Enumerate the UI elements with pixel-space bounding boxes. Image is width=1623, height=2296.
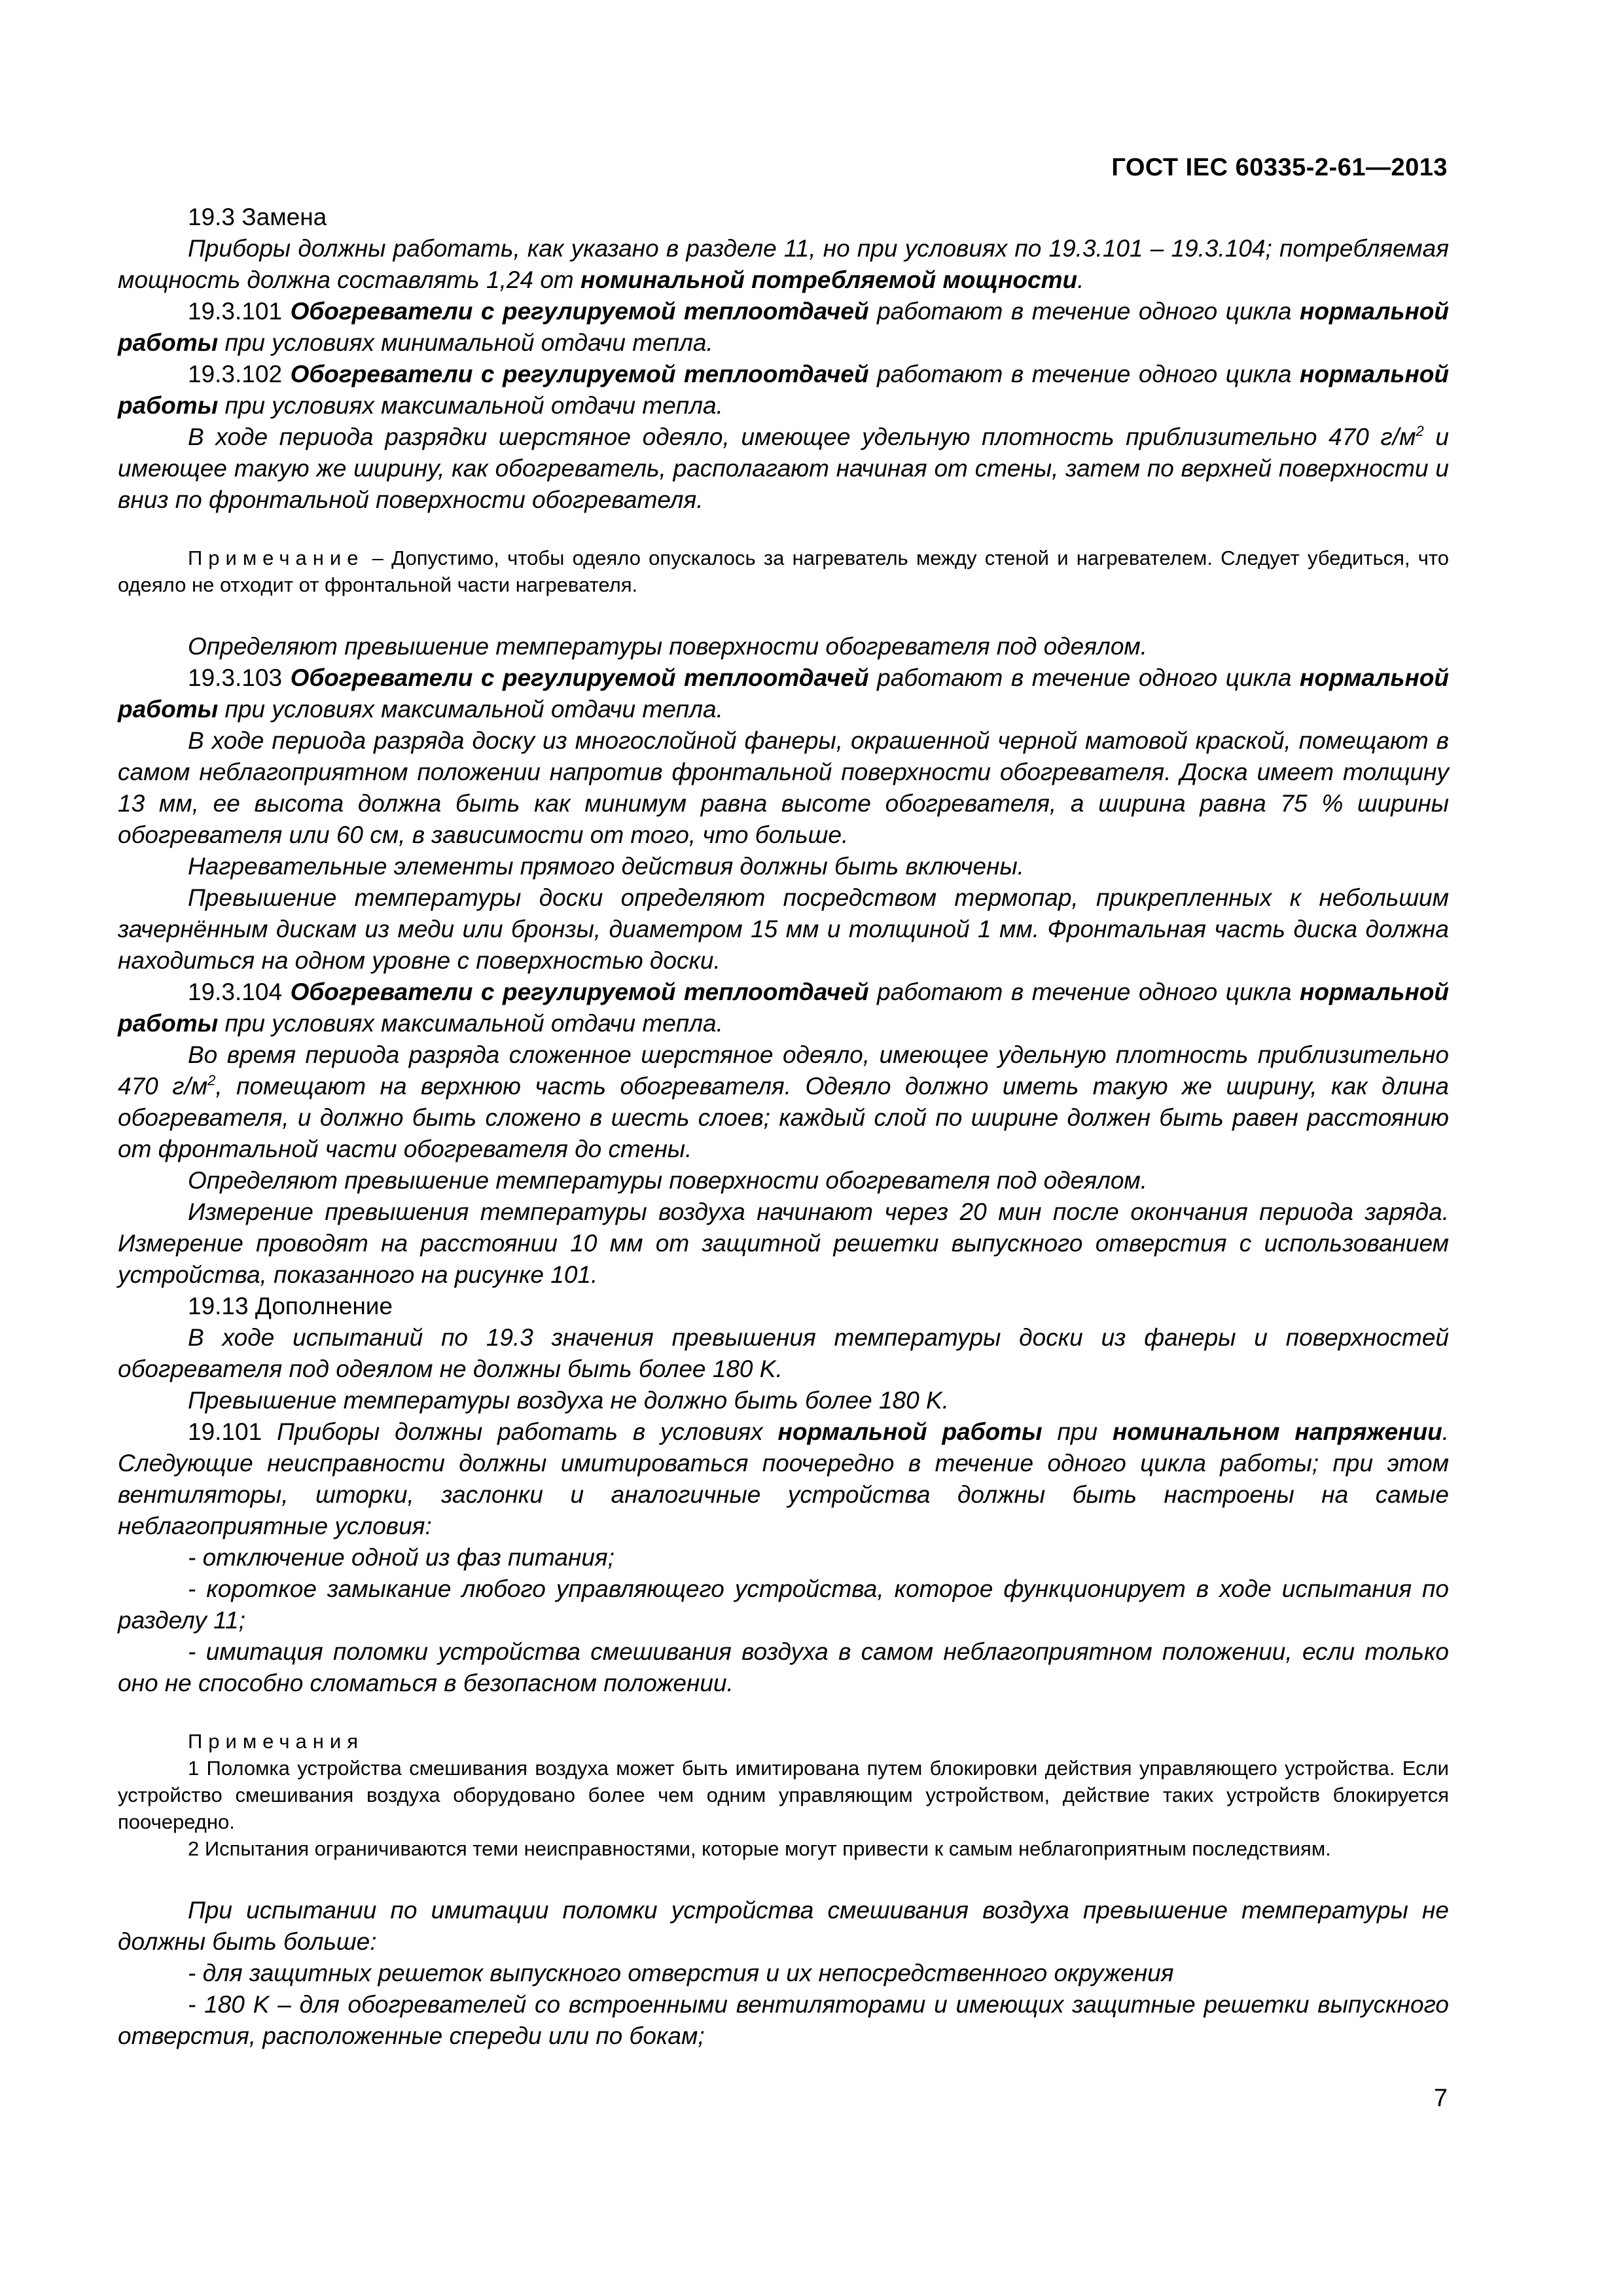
list-item: - короткое замыкание любого управляющего устройства, которое функционирует в ходе испытания по разделу 11;: [118, 1575, 1449, 1634]
paragraph-plywood-board: В ходе периода разряда доску из многослойной фанеры, окрашенной черной матовой краской, помещают в самом неблагоприятном положении напротив фронтальной поверхности обогревателя. Доска имеет толщину 13 мм, ее высота должна быть как минимум равна высоте обогревателя, а ширина равна 75 % ширины обогревателя или 60 см, в зависимости от того, что больше.: [118, 727, 1449, 848]
note-item: 1 Поломка устройства смешивания воздуха может быть имитирована путем блокировки действия управляющего устройства. Если устройство смешивания воздуха оборудовано более чем одним управляющим устройством, действие таких устройств блокируется поочередно.: [118, 1757, 1449, 1833]
paragraph-folded-blanket: Во время периода разряда сложенное шерстяное одеяло, имеющее удельную плотность приблизительно 470 $г/м^2$, помещают на верхнюю часть обогревателя. Одеяло должно иметь такую же ширину, как длина обогревателя, и должно быть сложено в шесть слоев; каждый слой по ширине должен быть равен расстоянию от фронтальной части обогревателя до стены.: [118, 1041, 1449, 1162]
paragraph-19-3-104: 19.3.104 Обогреватели с регулируемой теплоотдачей работают в течение одного цикла нормальной работы при условиях максимальной отдачи тепла.: [118, 978, 1449, 1037]
paragraph-19-3-heading: 19.3 Замена: [188, 204, 327, 230]
document-header: ГОСТ IEC 60335-2-61—2013: [1111, 154, 1448, 181]
note-item: 2 Испытания ограничиваются теми неисправностями, которые могут привести к самым неблагоприятным последствиям.: [188, 1837, 1331, 1860]
spacer: [118, 1862, 1449, 1895]
paragraph-19-101: 19.101 Приборы должны работать в условиях нормальной работы при номинальном напряжении. Следующие неисправности должны имитироваться поочередно в течение одного цикла работы; при этом вентиляторы, шторки, заслонки и аналогичные устройства должны быть настроены на самые неблагоприятные условия:: [118, 1418, 1450, 1539]
paragraph-19-3-103: 19.3.103 Обогреватели с регулируемой теплоотдачей работают в течение одного цикла нормальной работы при условиях максимальной отдачи тепла.: [118, 664, 1449, 723]
list-item: - для защитных решеток выпускного отверстия и их непосредственного окружения: [188, 1960, 1174, 1986]
paragraph-air-limit: Превышение температуры воздуха не должно быть более 180 K.: [188, 1387, 949, 1414]
paragraph-19-13-heading: 19.13 Дополнение: [188, 1293, 393, 1319]
paragraph-air-measurement: Измерение превышения температуры воздуха начинают через 20 мин после окончания периода заряда. Измерение проводят на расстоянии 10 мм от защитной решетки выпускного отверстия с использованием устройства, показанного на рисунке 101.: [118, 1198, 1449, 1288]
paragraph-mixing-failure: При испытании по имитации поломки устройства смешивания воздуха превышение температуры не должны быть больше:: [118, 1897, 1449, 1955]
notes-2: Примечания 1 Поломка устройства смешивания воздуха может быть имитирована путем блокировки действия управляющего устройства. Если устройство смешивания воздуха оборудовано более чем одним управляющим устройством, действие таких устройств блокируется поочередно. 2 Испытания ограничиваются теми неисправностями, которые могут привести к самым неблагоприятным последствиям.: [118, 1728, 1449, 1862]
paragraph-thermocouples: Превышение температуры доски определяют посредством термопар, прикрепленных к небольшим зачернённым дискам из меди или бронзы, диаметром 15 мм и толщиной 1 мм. Фронтальная часть диска должна находиться на одном уровне с поверхностью доски.: [118, 884, 1449, 974]
paragraph-19-3-101: 19.3.101 Обогреватели с регулируемой теплоотдачей работают в течение одного цикла нормальной работы при условиях минимальной отдачи тепла.: [118, 298, 1449, 356]
paragraph-determine-1: Определяют превышение температуры поверхности обогревателя под одеялом.: [188, 633, 1148, 660]
page-number: 7: [1433, 2085, 1448, 2112]
spacer: [118, 516, 1449, 545]
paragraph-19-3-102: 19.3.102 Обогреватели с регулируемой теплоотдачей работают в течение одного цикла нормальной работы при условиях максимальной отдачи тепла.: [118, 361, 1449, 419]
paragraph-blanket: В ходе периода разрядки шерстяное одеяло, имеющее удельную плотность приблизительно 470 $г/м^2$ и имеющее такую же ширину, как обогреватель, располагают начиная от стены, затем по верхней поверхности и вниз по фронтальной поверхности обогревателя.: [118, 423, 1450, 513]
paragraph-19-13-limits: В ходе испытаний по 19.3 значения превышения температуры доски из фанеры и поверхностей обогревателя под одеялом не должны быть более 180 K.: [118, 1324, 1449, 1382]
paragraph-heating-elements: Нагревательные элементы прямого действия должны быть включены.: [188, 853, 1024, 880]
spacer: [118, 1699, 1449, 1728]
document-body: [118, 202, 1449, 2052]
paragraph-determine-2: Определяют превышение температуры поверхности обогревателя под одеялом.: [188, 1167, 1148, 1194]
list-item: - отключение одной из фаз питания;: [188, 1544, 615, 1571]
list-item: - имитация поломки устройства смешивания воздуха в самом неблагоприятном положении, если только оно не способно сломаться в безопасном положении.: [118, 1638, 1449, 1696]
note-1: Примечание – Допустимо, чтобы одеяло опускалось за нагреватель между стеной и нагревателем. Следует убедиться, что одеяло не отходит от фронтальной части нагревателя.: [118, 547, 1449, 596]
list-item: - 180 K – для обогревателей со встроенными вентиляторами и имеющих защитные решетки выпускного отверстия, расположенные спереди или по бокам;: [118, 1991, 1449, 2049]
spacer: [118, 598, 1449, 631]
paragraph-19-3-text: Приборы должны работать, как указано в разделе 11, но при условиях по 19.3.101 – 19.3.104; потребляемая мощность должна составлять 1,24 от номинальной потребляемой мощности.: [118, 235, 1449, 293]
